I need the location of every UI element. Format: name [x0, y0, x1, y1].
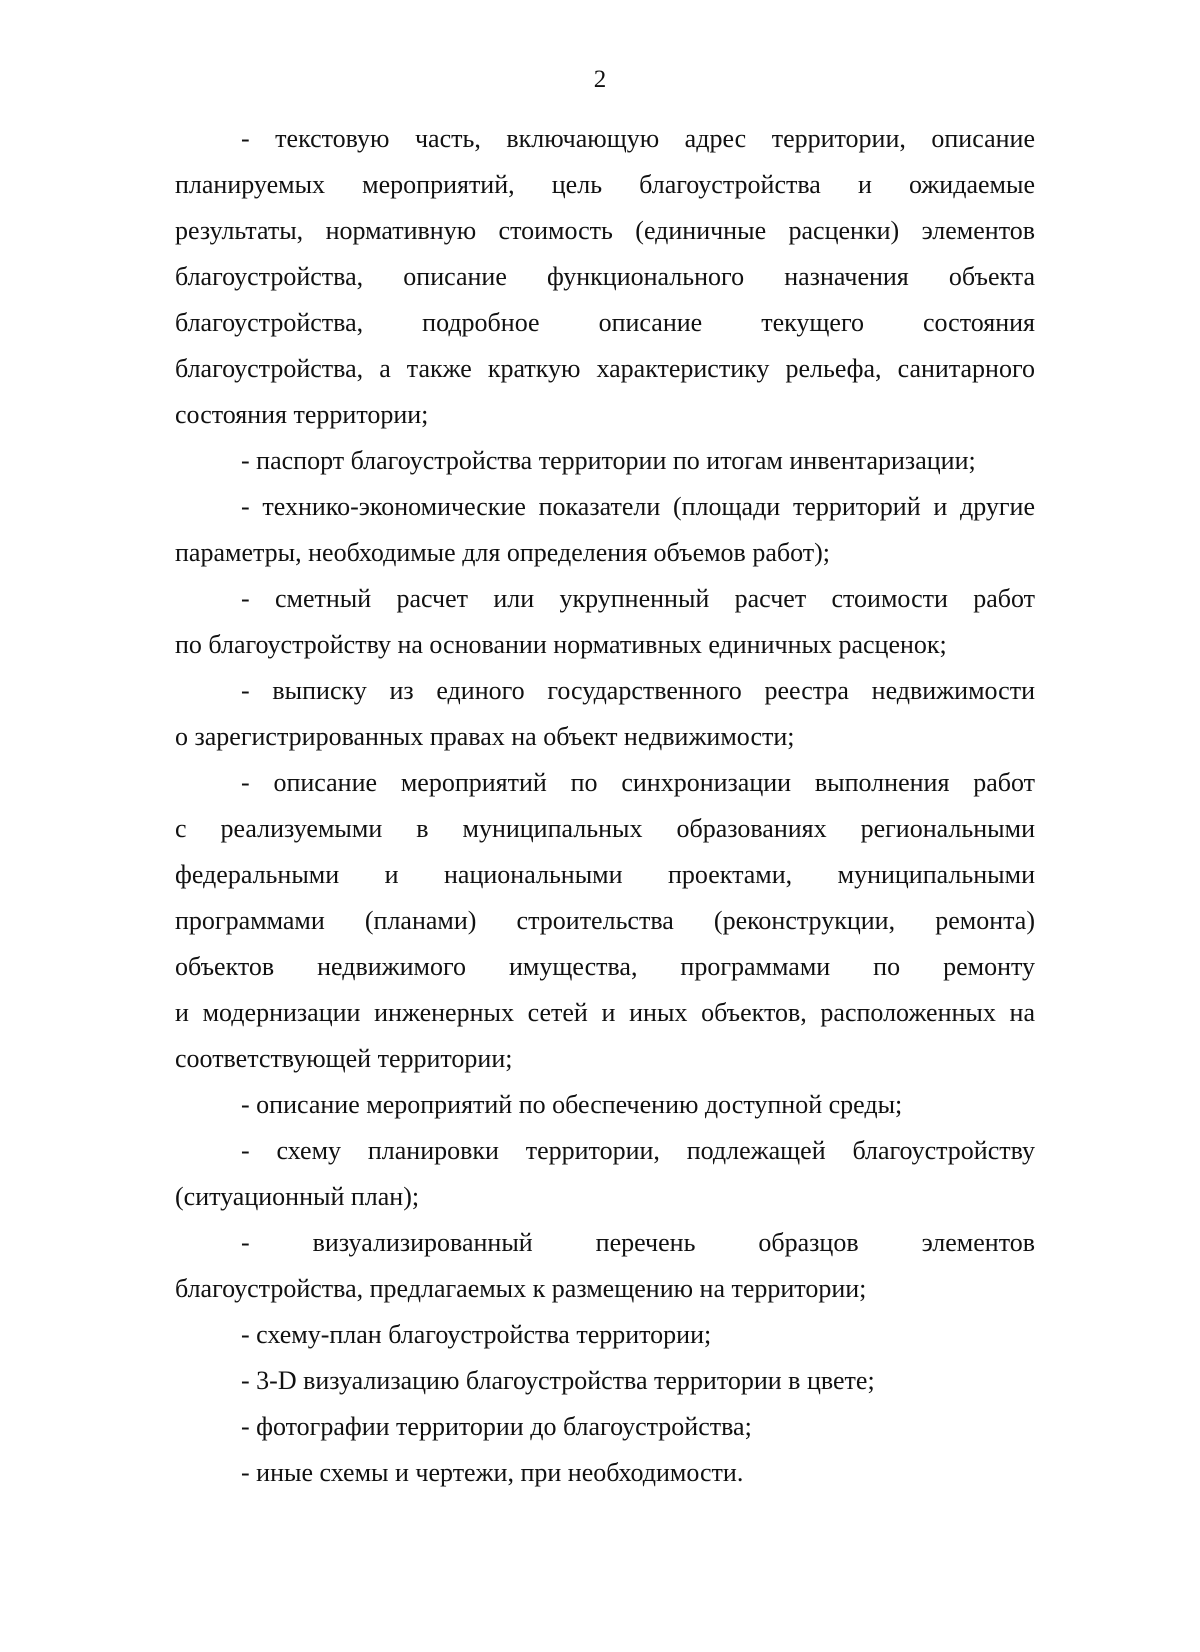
text-line: - схему планировки территории, подлежащей благоустройству	[241, 1136, 1035, 1165]
paragraph-other-schemes	[175, 1450, 1035, 1496]
paragraph-technical-indicators	[175, 484, 1035, 576]
paragraph-photographs	[175, 1404, 1035, 1450]
text-line: и модернизации инженерных сетей и иных объектов, расположенных на	[175, 998, 1035, 1027]
paragraph-registry-extract	[175, 668, 1035, 760]
text-line: - иные схемы и чертежи, при необходимости.	[241, 1458, 744, 1487]
text-line: благоустройства, описание функционального назначения объекта	[175, 262, 1035, 291]
text-line: - паспорт благоустройства территории по итогам инвентаризации;	[241, 446, 976, 475]
text-line: - сметный расчет или укрупненный расчет стоимости работ	[241, 584, 1035, 613]
text-line: планируемых мероприятий, цель благоустройства и ожидаемые	[175, 170, 1035, 199]
text-line: - описание мероприятий по обеспечению доступной среды;	[241, 1090, 903, 1119]
paragraph-visualized-list	[175, 1220, 1035, 1312]
text-line: по благоустройству на основании нормативных единичных расценок;	[175, 630, 947, 659]
page-number: 2	[593, 66, 607, 93]
text-line: с реализуемыми в муниципальных образованиях региональными	[175, 814, 1035, 843]
text-line: результаты, нормативную стоимость (единичные расценки) элементов	[175, 216, 1035, 245]
paragraph-planning-scheme	[175, 1128, 1035, 1220]
paragraph-estimate	[175, 576, 1035, 668]
text-line: состояния территории;	[175, 400, 429, 429]
text-line: федеральными и национальными проектами, муниципальными	[175, 860, 1035, 889]
text-line: - визуализированный перечень образцов элементов	[241, 1228, 1035, 1257]
text-line: соответствующей территории;	[175, 1044, 513, 1073]
text-line: - фотографии территории до благоустройства;	[241, 1412, 752, 1441]
text-line: - текстовую часть, включающую адрес территории, описание	[241, 124, 1035, 153]
text-line: - 3-D визуализацию благоустройства территории в цвете;	[241, 1366, 875, 1395]
text-line: - схему-план благоустройства территории;	[241, 1320, 712, 1349]
text-line: программами (планами) строительства (реконструкции, ремонта)	[175, 906, 1035, 935]
document-body	[175, 116, 1035, 1496]
paragraph-synchronization	[175, 760, 1035, 1082]
text-line: - технико-экономические показатели (площади территорий и другие	[241, 492, 1035, 521]
text-line: о зарегистрированных правах на объект недвижимости;	[175, 722, 795, 751]
text-line: параметры, необходимые для определения объемов работ);	[175, 538, 831, 567]
text-line: (ситуационный план);	[175, 1182, 420, 1211]
text-line: благоустройства, предлагаемых к размещению на территории;	[175, 1274, 867, 1303]
text-line: благоустройства, а также краткую характеристику рельефа, санитарного	[175, 354, 1035, 383]
paragraph-scheme-plan	[175, 1312, 1035, 1358]
paragraph-accessible-environment	[175, 1082, 1035, 1128]
text-line: благоустройства, подробное описание текущего состояния	[175, 308, 1035, 337]
paragraph-passport	[175, 438, 1035, 484]
text-line: - описание мероприятий по синхронизации выполнения работ	[241, 768, 1035, 797]
text-line: - выписку из единого государственного реестра недвижимости	[241, 676, 1035, 705]
paragraph-text-description	[175, 116, 1035, 438]
paragraph-3d-visualization	[175, 1358, 1035, 1404]
text-line: объектов недвижимого имущества, программами по ремонту	[175, 952, 1035, 981]
